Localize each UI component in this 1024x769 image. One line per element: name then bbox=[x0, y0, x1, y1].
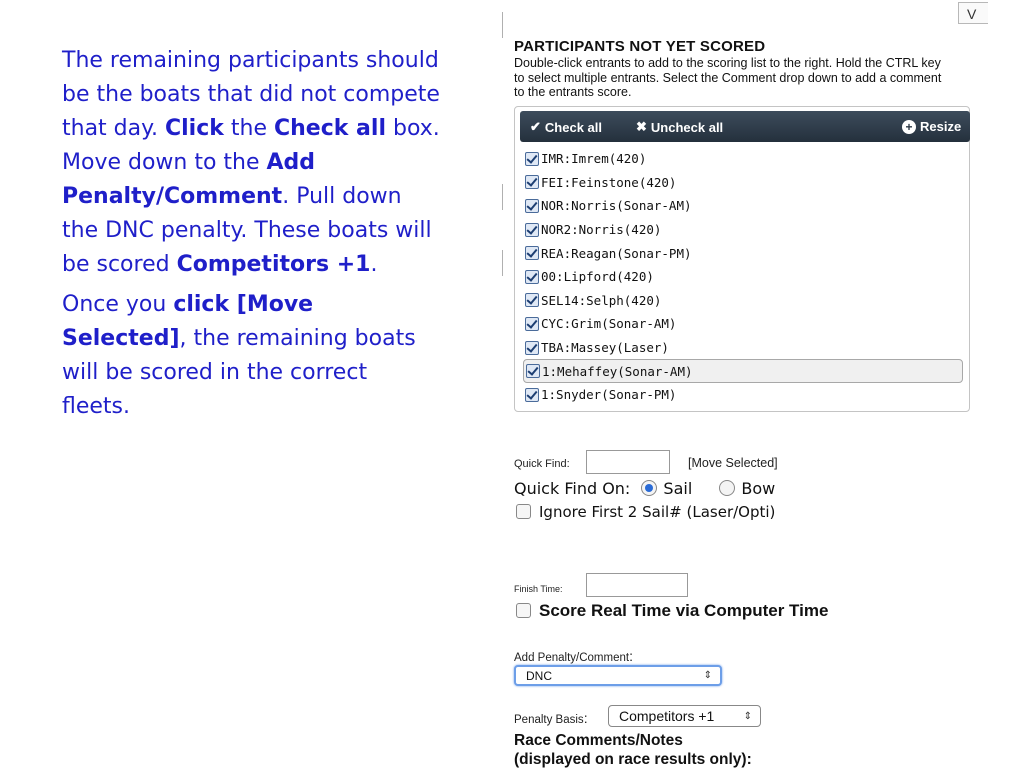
entrant-label: IMR:Imrem(420) bbox=[541, 151, 647, 167]
instruction-paragraph-2: Once you click [Move Selected], the remaining boats will be scored in the correct fleets. bbox=[62, 292, 416, 419]
x-icon: ✖ bbox=[636, 119, 647, 134]
entrant-checkbox[interactable] bbox=[525, 317, 539, 331]
list-toolbar bbox=[520, 111, 970, 142]
entrant-checkbox[interactable] bbox=[525, 246, 539, 260]
entrant-row[interactable] bbox=[523, 147, 963, 171]
entrant-row[interactable] bbox=[523, 336, 963, 360]
entrant-checkbox[interactable] bbox=[525, 223, 539, 237]
entrant-row[interactable] bbox=[523, 359, 963, 383]
entrant-list bbox=[523, 147, 963, 407]
entrant-checkbox[interactable] bbox=[526, 364, 540, 378]
entrant-checkbox[interactable] bbox=[525, 199, 539, 213]
entrant-label: 00:Lipford(420) bbox=[541, 269, 654, 285]
quick-find-input[interactable] bbox=[586, 450, 670, 474]
add-penalty-label: Add Penalty/Comment: bbox=[514, 648, 633, 664]
instruction-paragraph-1: The remaining participants should be the boats that did not compete that day. Click the Check all box. Move down to the Add Penalty/Comment. Pull down the DNC penalty. These boats will be scored Competitors +1. bbox=[62, 48, 440, 277]
entrant-label: FEI:Feinstone(420) bbox=[541, 174, 677, 190]
divider-tick bbox=[502, 12, 503, 38]
score-real-time-checkbox[interactable] bbox=[516, 603, 531, 618]
entrant-row[interactable] bbox=[523, 171, 963, 195]
plus-circle-icon: + bbox=[902, 120, 916, 134]
entrant-label: 1:Mehaffey(Sonar-AM) bbox=[542, 363, 693, 379]
uncheck-all-button[interactable]: ✖ Uncheck all bbox=[636, 119, 724, 135]
entrant-checkbox[interactable] bbox=[525, 341, 539, 355]
entrant-label: TBA:Massey(Laser) bbox=[541, 340, 669, 356]
ignore-first-row: Ignore First 2 Sail# (Laser/Opti) bbox=[516, 503, 775, 521]
instructions-text bbox=[62, 44, 442, 430]
entrant-row[interactable] bbox=[523, 218, 963, 242]
ignore-first-checkbox[interactable] bbox=[516, 504, 531, 519]
panel-description: Double-click entrants to add to the scoring list to the right. Hold the CTRL key to select multiple entrants. Select the Comment drop down to add a comment to the entrants score. bbox=[514, 56, 942, 99]
entrant-label: SEL14:Selph(420) bbox=[541, 292, 662, 308]
entrant-row[interactable] bbox=[523, 194, 963, 218]
view-button[interactable]: V bbox=[958, 2, 988, 24]
quick-find-on-row: Quick Find On: Sail Bow bbox=[514, 479, 776, 498]
entrant-checkbox[interactable] bbox=[525, 388, 539, 402]
divider-tick bbox=[502, 250, 503, 276]
entrant-row[interactable] bbox=[523, 241, 963, 265]
entrant-checkbox[interactable] bbox=[525, 152, 539, 166]
radio-bow[interactable] bbox=[719, 480, 735, 496]
participants-panel bbox=[514, 38, 984, 100]
move-selected-link[interactable]: [Move Selected] bbox=[688, 456, 778, 470]
entrant-label: CYC:Grim(Sonar-AM) bbox=[541, 316, 677, 332]
entrant-row[interactable] bbox=[523, 383, 963, 407]
entrant-checkbox[interactable] bbox=[525, 270, 539, 284]
entrant-label: REA:Reagan(Sonar-PM) bbox=[541, 245, 692, 261]
updown-arrows-icon: ⇕ bbox=[743, 710, 752, 722]
check-all-button[interactable]: ✔ Check all bbox=[530, 119, 602, 135]
panel-title: PARTICIPANTS NOT YET SCORED bbox=[514, 38, 766, 55]
score-real-time-row: Score Real Time via Computer Time bbox=[516, 601, 828, 621]
divider-tick bbox=[502, 184, 503, 210]
penalty-select[interactable]: DNC ⇕ bbox=[514, 665, 722, 686]
updown-arrows-icon: ⇕ bbox=[703, 670, 712, 681]
entrant-row[interactable] bbox=[523, 265, 963, 289]
entrant-label: NOR:Norris(Sonar-AM) bbox=[541, 198, 692, 214]
entrant-row[interactable] bbox=[523, 312, 963, 336]
entrant-checkbox[interactable] bbox=[525, 175, 539, 189]
finish-time-label: Finish Time: bbox=[514, 584, 563, 594]
entrant-list-box bbox=[514, 106, 970, 412]
radio-sail[interactable] bbox=[641, 480, 657, 496]
resize-button[interactable]: + Resize bbox=[902, 119, 961, 134]
checkmark-icon: ✔ bbox=[530, 119, 541, 134]
quick-find-label: Quick Find: bbox=[514, 458, 570, 470]
penalty-basis-label: Penalty Basis: bbox=[514, 710, 588, 726]
entrant-checkbox[interactable] bbox=[525, 293, 539, 307]
entrant-label: 1:Snyder(Sonar-PM) bbox=[541, 387, 677, 403]
entrant-row[interactable] bbox=[523, 289, 963, 313]
finish-time-input[interactable] bbox=[586, 573, 688, 597]
entrant-label: NOR2:Norris(420) bbox=[541, 222, 662, 238]
race-comments-heading: Race Comments/Notes (displayed on race results only): bbox=[514, 732, 752, 768]
penalty-basis-select[interactable]: Competitors +1 ⇕ bbox=[608, 705, 761, 727]
